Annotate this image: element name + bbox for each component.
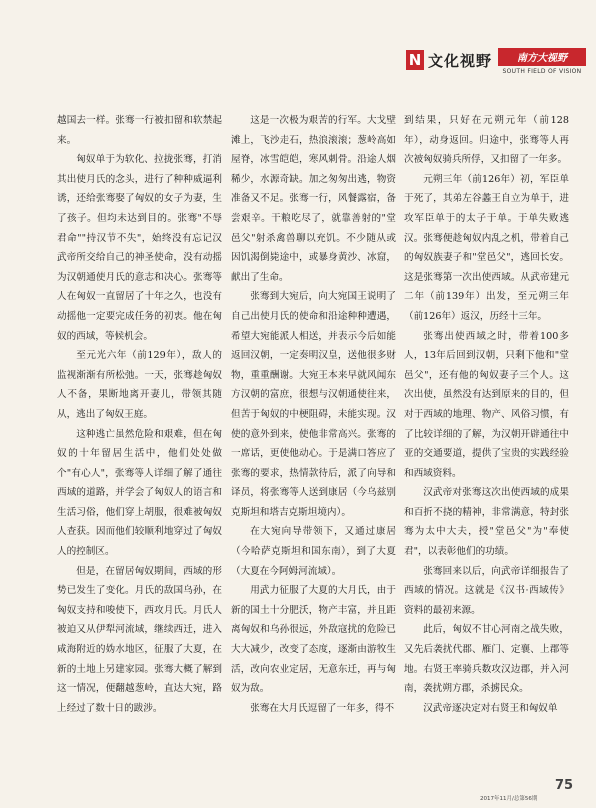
brand-box bbox=[498, 48, 586, 75]
paragraph: 在大宛向导带领下，又通过康居（今哈萨克斯坦和国东南），到了大夏（大夏在今阿姆河流域）。 bbox=[231, 526, 396, 577]
paragraph: 汉武帝对张骞这次出使西域的成果和百折不挠的精神，非常满意，特封张骞为太中大夫，授"堂邑父"为"奉使君"，以表彰他们的功绩。 bbox=[404, 487, 569, 558]
issue-line: 2017年11月/总第56期 bbox=[480, 796, 538, 802]
paragraph: 张骞回来以后，向武帝详细报告了西域的情况。这就是《汉书·西域传》资料的最初来源。 bbox=[404, 565, 569, 616]
text-column-1 bbox=[57, 111, 222, 718]
paragraph: 张骞出使西域之时，带着100多人，13年后回到汉朝，只剩下他和"堂邑父"，还有他的匈奴妻子三个人。这次出使，虽然没有达到原来的目的，但对于西域的地理、物产、风俗习惯，有了比较详细的了解，为汉朝开辟通往中亚的交通要道，提供了宝贵的实践经验和西域资料。 bbox=[404, 330, 569, 479]
paragraph: 这是一次极为艰苦的行军。大戈壁滩上，飞沙走石，热浪滚滚；葱岭高如屋脊，冰雪皑皑，寒风刺骨。沿途人烟稀少，水源奇缺。加之匆匆出逃，物资准备又不足。张骞一行，风餐露宿，备尝艰辛。干粮吃尽了，就靠善射的"堂邑父"射杀禽兽聊以充饥。不少随从或因饥渴倒毙途中，或暴身黄沙、冰窟，献出了生命。 bbox=[231, 115, 396, 283]
text-column-3 bbox=[404, 111, 569, 718]
paragraph: 匈奴单于为软化、拉拢张骞，打消其出使月氏的念头，进行了种种威逼利诱，还给张骞娶了匈奴的女子为妻，生了孩子。但均未达到目的。张骞"不辱君命""持汉节不失"，始终没有忘记汉武帝所交给自己的神圣使命，没有动摇为汉朝通使月氏的意志和决心。张骞等人在匈奴一直留居了十年之久，也没有动摇他一定要完成任务的初衷。他在匈奴的西域，等候机会。 bbox=[57, 154, 222, 342]
paragraph: 至元光六年（前129年），敌人的监视渐渐有所松弛。一天，张骞趁匈奴人不备，果断地离开妻儿，带领其随从，逃出了匈奴王庭。 bbox=[57, 350, 222, 420]
paragraph: 到结果，只好在元朔元年（前128年），动身返回。归途中，张骞等人再次被匈奴骑兵所俘，又扣留了一年多。 bbox=[404, 115, 569, 166]
paragraph: 越国去一样。张骞一行被扣留和软禁起来。 bbox=[57, 115, 222, 146]
magazine-logo-icon: N bbox=[406, 50, 424, 70]
section-header bbox=[406, 48, 586, 75]
brand-subtitle: SOUTH FIELD OF VISION bbox=[498, 65, 586, 75]
paragraph: 但是，在留居匈奴期间，西域的形势已发生了变化。月氏的敌国乌孙，在匈奴支持和唆使下，西攻月氏。月氏人被迫又从伊犁河流域，继续西迁，进入咸海附近的妫水地区，征服了大夏，在新的土地上另建家园。张骞大概了解到这一情况，便翻越葱岭，直达大宛，路上经过了数十日的跋涉。 bbox=[57, 565, 222, 714]
paragraph: 此后，匈奴不甘心河南之战失败，又先后袭扰代郡、雁门、定襄、上郡等地。右贤王率骑兵数攻汉边郡，并入河南，袭扰朔方郡，杀掳民众。 bbox=[404, 624, 569, 695]
paragraph: 用武力征服了大夏的大月氏，由于新的国土十分肥沃，物产丰富，并且距离匈奴和乌孙很远，外敌寇扰的危险已大大减少，改变了态度，逐渐由游牧生活，改向农业定居，无意东迁，再与匈奴为敌。 bbox=[231, 585, 396, 695]
paragraph: 张骞在大月氏逗留了一年多，得不 bbox=[250, 702, 395, 714]
paragraph: 张骞到大宛后，向大宛国王说明了自己出使月氏的使命和沿途种种遭遇，希望大宛能派人相送，并表示今后如能返回汉朝，一定奏明汉皇，送他很多财物，重重酬谢。大宛王本来早就风闻东方汉朝的富庶，很想与汉朝通使往来，但苦于匈奴的中梗阻碍，未能实现。汉使的意外到来，使他非常高兴。张骞的一席话，更使他动心。于是满口答应了张骞的要求，热情款待后，派了向导和译员，将张骞等人送到康居（今乌兹别克斯坦和塔吉克斯坦境内）。 bbox=[231, 291, 396, 518]
brand-name: 南方大视野 bbox=[498, 48, 586, 65]
paragraph: 汉武帝逐决定对右贤王和匈奴单 bbox=[423, 702, 558, 714]
page-number: 75 bbox=[555, 778, 574, 793]
text-column-2 bbox=[231, 111, 396, 718]
section-title: 文化视野 bbox=[427, 52, 492, 70]
paragraph: 元朔三年（前126年）初，军臣单于死了，其弟左谷蠡王自立为单于，进攻军臣单于的太子于单。于单失败逃汉。张骞便趁匈奴内乱之机，带着自己的匈奴族妻子和"堂邑父"，逃回长安。这是张骞第一次出使西域。从武帝建元二年（前139年）出发，至元朔三年（前126年）返汉，历经十三年。 bbox=[404, 173, 569, 322]
paragraph: 这种逃亡虽然危险和艰难，但在匈奴的十年留居生活中，他们处处做个"有心人"，张骞等人详细了解了通往西域的道路，并学会了匈奴人的语言和生活习俗，他们穿上胡服，很难被匈奴人查获。因而他们较顺利地穿过了匈奴人的控制区。 bbox=[57, 428, 222, 558]
